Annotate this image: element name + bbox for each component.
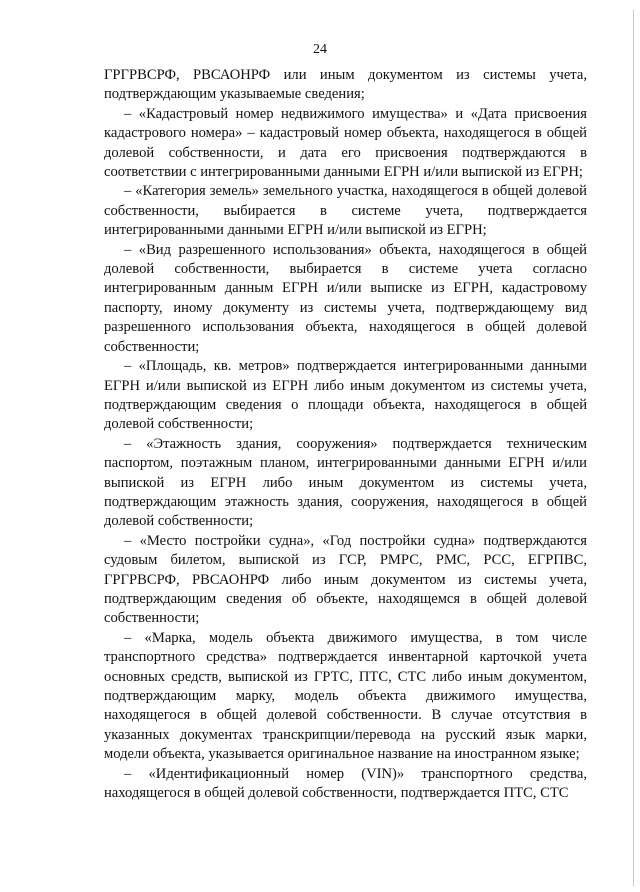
paragraph-vessel-build: – «Место постройки судна», «Год постройки судна» подтверждаются судовым билетом, выпиской из ГСР, РМРС, РМС, РСС, ЕГРПВС, ГРГРВСРФ, РВСАОНРФ либо иным документом из системы учета, подтверждающим сведения об объекте, находящемся в общей долевой собственности;: [104, 532, 587, 627]
paragraph-permitted-use: – «Вид разрешенного использования» объекта, находящегося в общей долевой собственности, выбирается в системе учета согласно интегрированным данным ЕГРН и/или выписке из ЕГРН, кадастровому паспорту, иному документу из системы учета, подтверждающему вид разрешенного использования объекта, находящегося в общей долевой собственности;: [104, 241, 587, 355]
paragraph-area: – «Площадь, кв. метров» подтверждается интегрированными данными ЕГРН и/или выпиской из ЕГРН либо иным документом из системы учета, подтверждающим сведения о площади объекта, находящегося в общей долевой собственности;: [104, 358, 587, 433]
paragraph-land-category: – «Категория земель» земельного участка, находящегося в общей долевой собственности, выбирается в системе учета, подтверждается интегрированными данными ЕГРН и/или выпиской из ЕГРН;: [104, 183, 587, 239]
body-text: [104, 66, 587, 803]
page-edge-line: [633, 10, 634, 886]
paragraph-vin: – «Идентификационный номер (VIN)» транспортного средства, находящегося в общей долевой собственности, подтверждается ПТС, СТС: [104, 765, 587, 802]
paragraph-floors: – «Этажность здания, сооружения» подтверждается техническим паспортом, поэтажным планом, интегрированными данными ЕГРН и/или выпиской из ЕГРН либо иным документом из системы учета, подтверждающим этажность здания, сооружения, находящегося в общей долевой собственности;: [104, 435, 587, 530]
page-number: 24: [313, 42, 327, 57]
paragraph-cadastral-number: – «Кадастровый номер недвижимого имущества» и «Дата присвоения кадастрового номера» – кадастровый номер объекта, находящегося в общей долевой собственности, и дата его присвоения подтверждаются в соответствии с интегрированными данными ЕГРН и/или выпиской из ЕГРН;: [104, 105, 587, 181]
paragraph-make-model: – «Марка, модель объекта движимого имущества, в том числе транспортного средства» подтверждается инвентарной карточкой учета основных средств, выпиской из ГРТС, ПТС, СТС либо иным документом, подтверждающим марку, модель объекта движимого имущества, находящегося в общей долевой собственности. В случае отсутствия в указанных документах транскрипции/перевода на русский язык марки, модели объекта, указывается оригинальное название на иностранном языке;: [104, 629, 587, 763]
paragraph-continuation: ГРГРВСРФ, РВСАОНРФ или иным документом из системы учета, подтверждающим указываемые сведения;: [104, 67, 587, 103]
